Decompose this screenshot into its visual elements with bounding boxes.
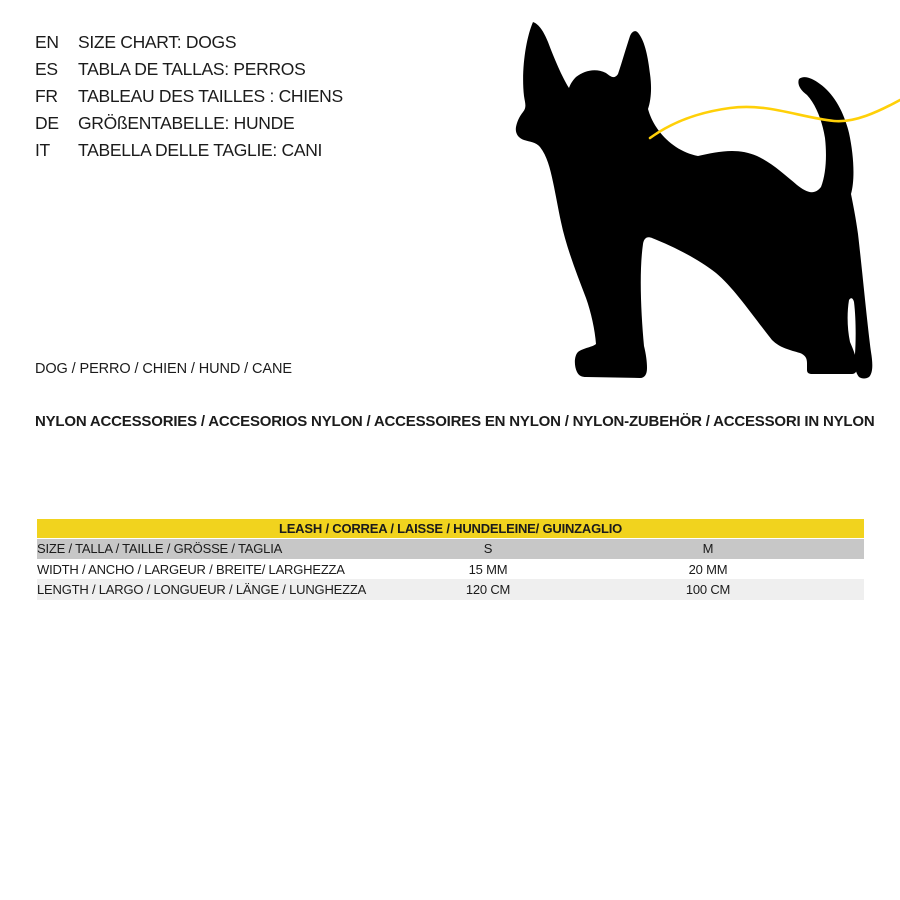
material-names-line: NYLON ACCESSORIES / ACCESORIOS NYLON / ACCESSOIRES EN NYLON / NYLON-ZUBEHÖR / ACCESSORI IN NYLON — [35, 413, 875, 430]
size-table-header-row — [37, 519, 864, 538]
language-title: TABLEAU DES TAILLES : CHIENS — [78, 86, 343, 106]
language-row-es — [35, 56, 343, 83]
row-label-length: LENGTH / LARGO / LONGUEUR / LÄNGE / LUNGHEZZA — [37, 579, 378, 600]
language-code: FR — [35, 86, 58, 106]
length-value-m: 100 CM — [598, 579, 818, 600]
width-value-s: 15 MM — [378, 559, 598, 579]
size-table-row-length — [37, 579, 864, 600]
language-title: SIZE CHART: DOGS — [78, 32, 237, 52]
row-label-width: WIDTH / ANCHO / LARGEUR / BREITE/ LARGHEZZA — [37, 559, 378, 579]
language-row-en — [35, 29, 343, 56]
language-title: TABLA DE TALLAS: PERROS — [78, 59, 306, 79]
language-row-fr — [35, 83, 343, 110]
language-title-list — [35, 29, 343, 164]
leash-line-icon — [650, 100, 900, 138]
size-table — [37, 519, 864, 600]
spacer-cell — [818, 538, 864, 559]
language-code: ES — [35, 59, 58, 79]
width-value-m: 20 MM — [598, 559, 818, 579]
size-table-row-size — [37, 538, 864, 559]
language-title: GRÖßENTABELLE: HUNDE — [78, 113, 295, 133]
animal-names-line: DOG / PERRO / CHIEN / HUND / CANE — [35, 361, 292, 377]
size-value-s: S — [378, 538, 598, 559]
length-value-s: 120 CM — [378, 579, 598, 600]
language-row-de — [35, 110, 343, 137]
language-code: DE — [35, 113, 59, 133]
spacer-cell — [818, 579, 864, 600]
dog-silhouette-illustration — [500, 15, 900, 385]
size-table-header: LEASH / CORREA / LAISSE / HUNDELEINE/ GUINZAGLIO — [37, 519, 864, 538]
language-title: TABELLA DELLE TAGLIE: CANI — [78, 140, 323, 160]
size-value-m: M — [598, 538, 818, 559]
language-code: IT — [35, 140, 50, 160]
language-code: EN — [35, 32, 59, 52]
row-label-size: SIZE / TALLA / TAILLE / GRÖSSE / TAGLIA — [37, 538, 378, 559]
language-row-it — [35, 137, 343, 164]
spacer-cell — [818, 559, 864, 579]
dog-silhouette-icon — [516, 22, 873, 379]
size-table-row-width — [37, 559, 864, 579]
